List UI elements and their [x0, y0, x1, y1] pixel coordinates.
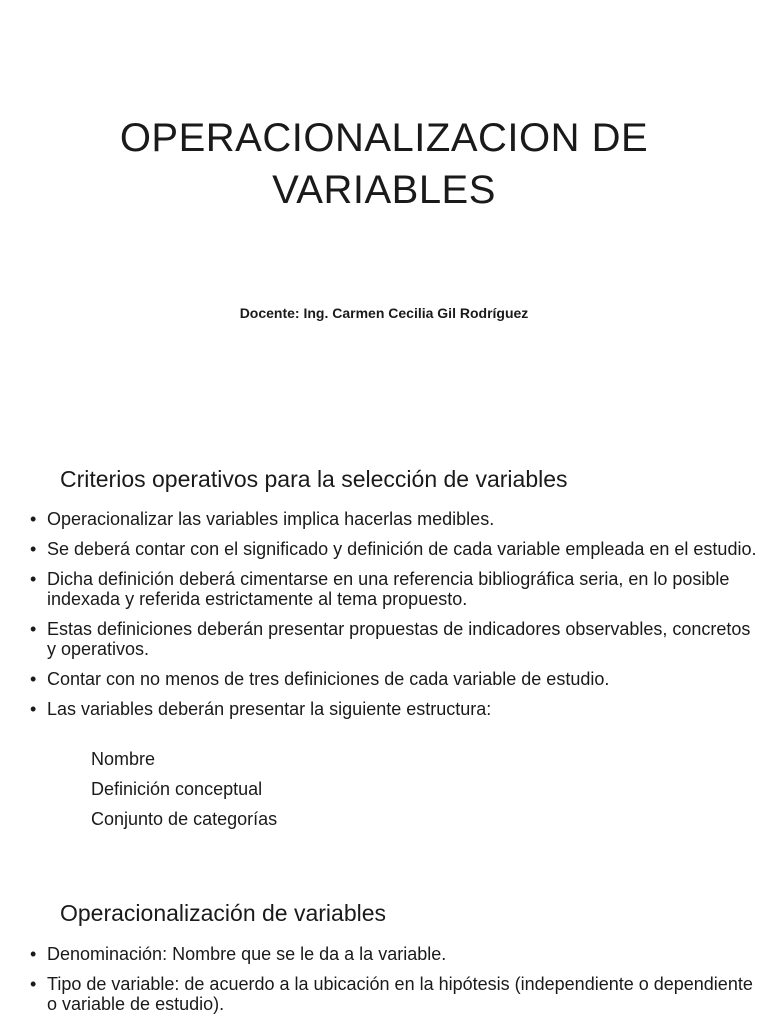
- list-item: • Tipo de variable: de acuerdo a la ubicación en la hipótesis (independiente o dependiente o variable de estudio).: [30, 974, 753, 1014]
- bullet-icon: •: [30, 669, 37, 689]
- title-line-2: VARIABLES: [272, 168, 496, 212]
- list-item: • Las variables deberán presentar la siguiente estructura:: [30, 699, 492, 719]
- list-item: • Dicha definición deberá cimentarse en una referencia bibliográfica seria, en lo posible indexada y referida estrictamente al tema propuesto.: [30, 569, 730, 609]
- structure-item: Nombre: [91, 749, 156, 769]
- list-item: • Operacionalizar las variables implica hacerlas medibles.: [30, 509, 495, 529]
- structure-item: Definición conceptual: [91, 779, 263, 799]
- structure-list: [91, 744, 277, 834]
- bullet-icon: •: [30, 509, 37, 529]
- bullet-icon: •: [30, 974, 37, 994]
- bullet-icon: •: [30, 619, 37, 639]
- document-title: [0, 112, 768, 216]
- title-line-1: OPERACIONALIZACION DE: [119, 116, 649, 160]
- bullet-icon: •: [30, 569, 37, 589]
- docente-label: Docente: Ing. Carmen Cecilia Gil Rodríguez: [239, 305, 529, 321]
- list-item: • Denominación: Nombre que se le da a la variable.: [30, 944, 447, 964]
- section-heading-criterios: Criterios operativos para la selección de variables: [60, 466, 568, 492]
- list-item: • Contar con no menos de tres definiciones de cada variable de estudio.: [30, 669, 610, 689]
- section-heading-operacionalizacion: Operacionalización de variables: [60, 900, 387, 926]
- bullet-icon: •: [30, 699, 37, 719]
- list-item: • Estas definiciones deberán presentar propuestas de indicadores observables, concretos y operativos.: [30, 619, 751, 659]
- structure-item: Conjunto de categorías: [91, 809, 278, 829]
- list-item: • Se deberá contar con el significado y definición de cada variable empleada en el estudio.: [30, 539, 757, 559]
- operacionalizacion-list: [30, 944, 760, 1024]
- criterios-list: [30, 509, 760, 729]
- bullet-icon: •: [30, 944, 37, 964]
- bullet-icon: •: [30, 539, 37, 559]
